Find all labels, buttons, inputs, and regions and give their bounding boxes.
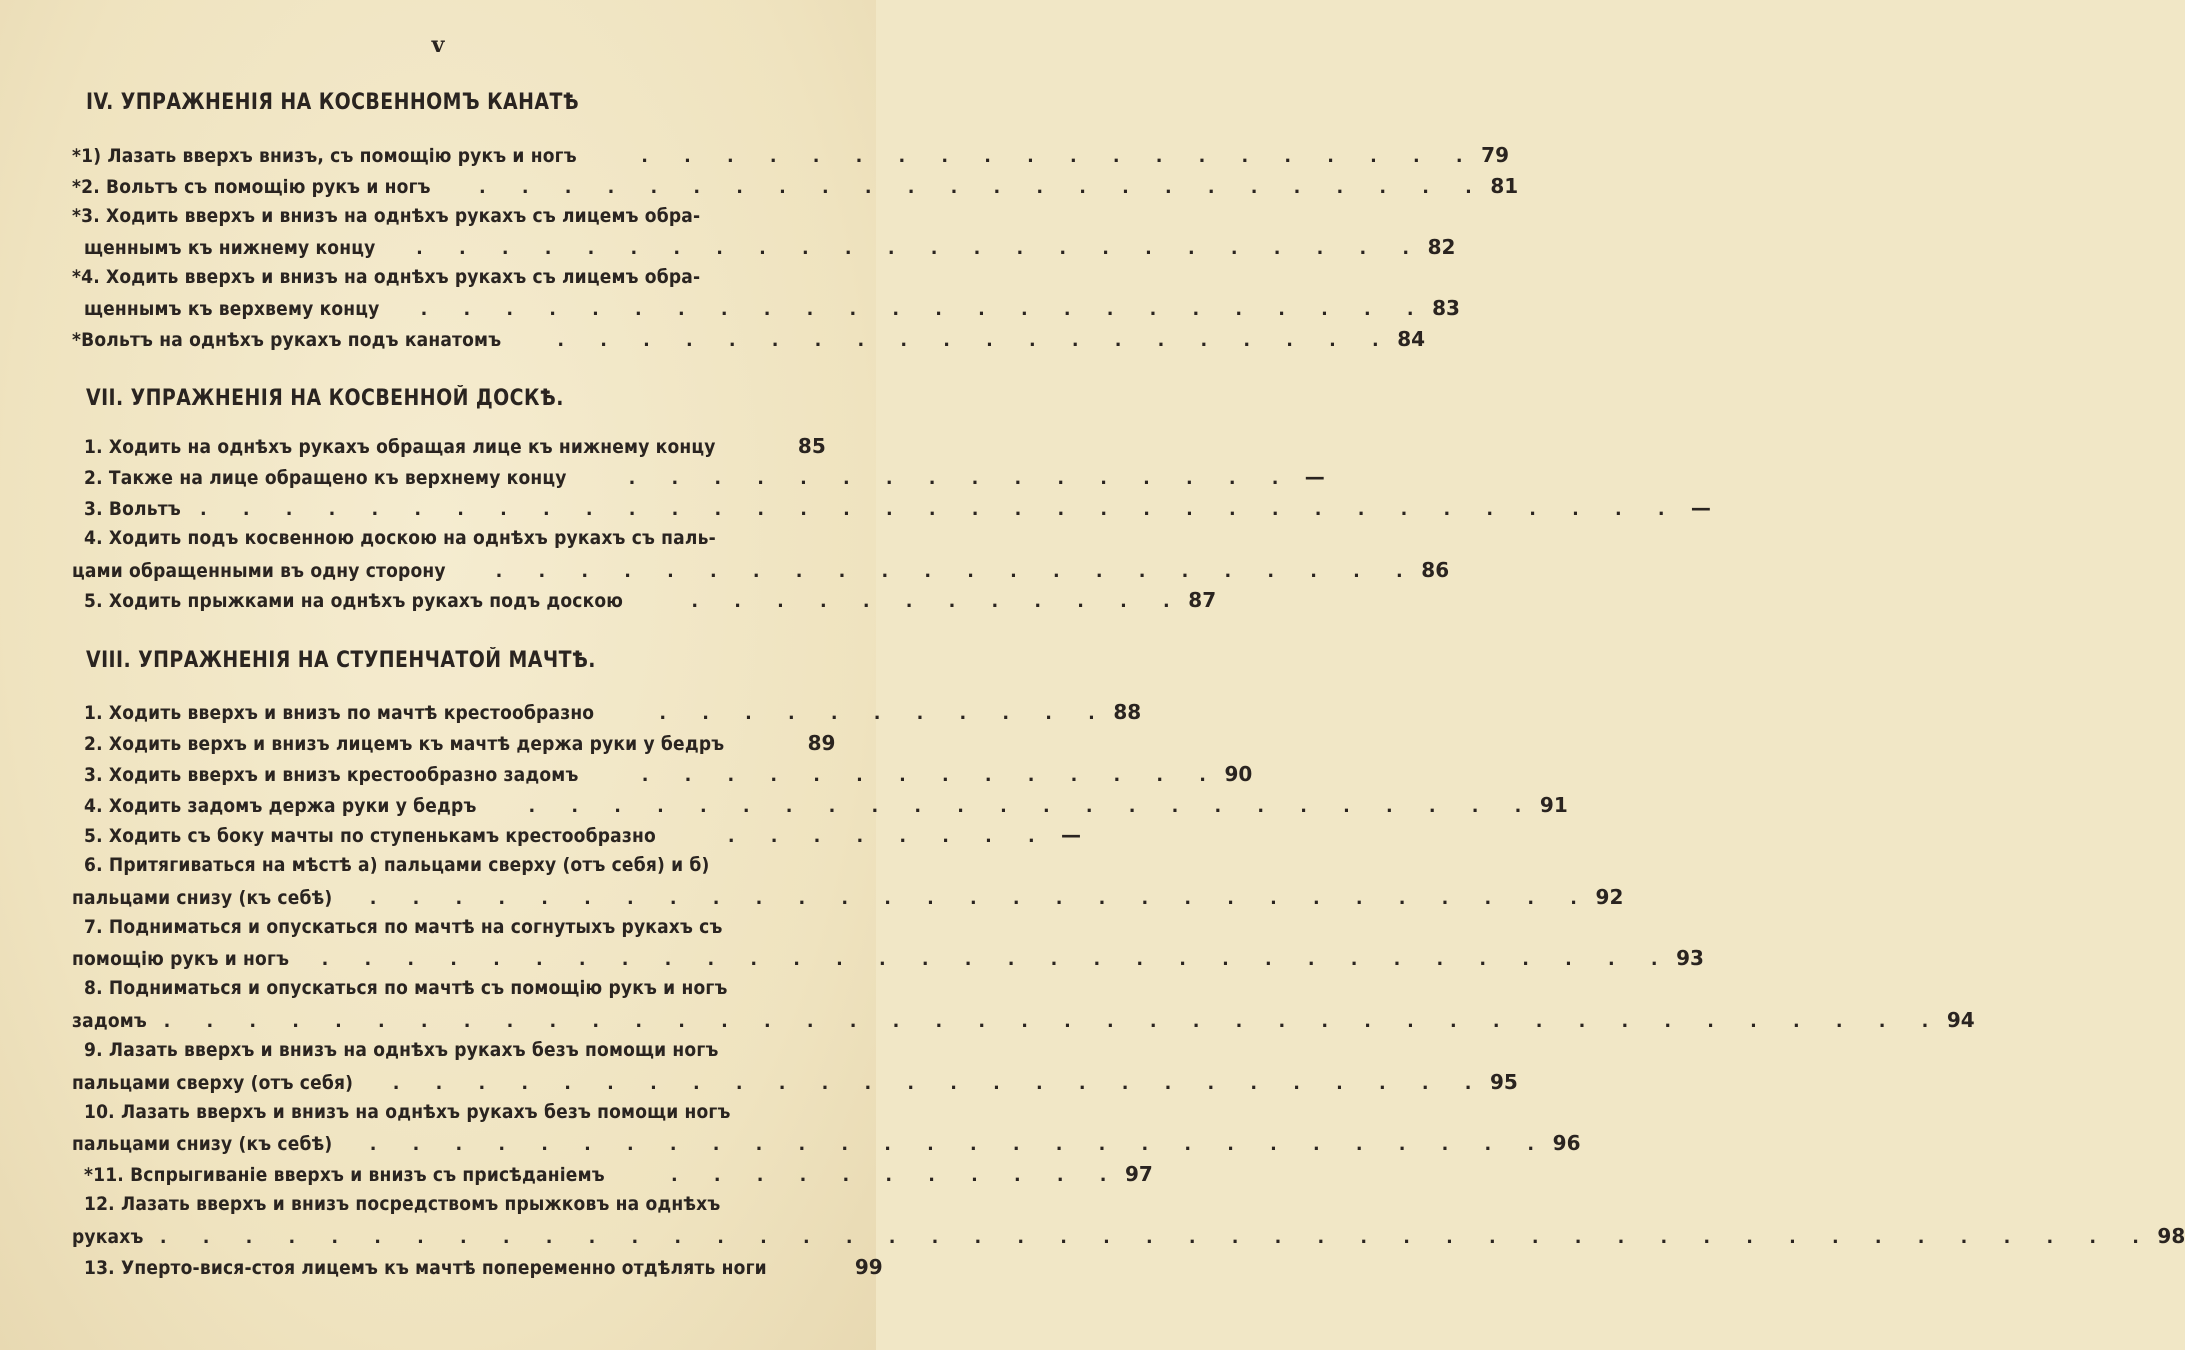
toc-entry-text: 3. Ходить вверхъ и внизъ крестообразно задомъ: [84, 764, 579, 786]
leader-dots: . . . . . . . . . . .: [656, 702, 1108, 724]
toc-entry-page: 94: [1946, 1008, 1975, 1032]
toc-entry-page: 82: [1427, 235, 1456, 259]
leader-dots: . . . . . . . . . . . . . . . . . . . . . . . . . . . . .: [367, 887, 1590, 909]
section-heading-iv: IV. УПРАЖНЕНІЯ НА КОСВЕННОМЪ КАНАТѢ: [86, 90, 580, 115]
leader-dots: . . . . . . . . . . .: [668, 1164, 1119, 1186]
toc-entry: [84, 434, 826, 464]
toc-entry-text: 5. Ходить съ боку мачты по ступенькамъ крестообразно: [84, 825, 656, 847]
toc-entry: [72, 205, 772, 235]
toc-entry: [72, 946, 1704, 976]
toc-entry: [84, 762, 1253, 792]
toc-entry-text: 12. Лазать вверхъ и внизъ посредствомъ прыжковъ на однѣхъ: [84, 1193, 721, 1215]
toc-entry-page: 84: [1397, 327, 1426, 351]
toc-entry-text: 7. Подниматься и опускаться по мачтѣ на согнутыхъ рукахъ съ: [84, 916, 723, 938]
toc-entry: [72, 1131, 1581, 1161]
toc-entry-text: 1. Ходить вверхъ и внизъ по мачтѣ крестообразно: [84, 702, 595, 724]
toc-entry-text: *Вольтъ на однѣхъ рукахъ подъ канатомъ: [72, 329, 502, 351]
toc-entry: [84, 1101, 784, 1131]
toc-entry: [84, 731, 836, 761]
toc-entry-text: 2. Ходить верхъ и внизъ лицемъ къ мачтѣ держа руки у бедръ: [84, 733, 725, 755]
toc-entry-page: 81: [1490, 174, 1519, 198]
toc-entry: [84, 1255, 883, 1285]
toc-entry-page: —: [1690, 496, 1711, 520]
leader-dots: . . . . . . . . . . . . . . . . . . . . . . . . . . . . . . . .: [319, 948, 1670, 970]
toc-entry: [84, 700, 1142, 730]
toc-entry-text: *4. Ходить вверхъ и внизъ на однѣхъ рукахъ съ лицемъ обра-: [72, 266, 701, 288]
leader-dots: . . . . . . . . . . . . . . . . . . . . . . . . . . . . . . . . . . . . . . . . . .: [161, 1010, 1941, 1032]
toc-entry-page: 86: [1421, 558, 1450, 582]
toc-entry-page: 89: [807, 731, 836, 755]
toc-entry: [84, 465, 1325, 495]
leader-dots: . . . . . . . . . . . . . . . . . . . . . . . .: [418, 298, 1426, 320]
toc-entry-page: 93: [1676, 946, 1704, 970]
toc-entry-text: *11. Вспрыгиваніе вверхъ и внизъ съ присѣданіемъ: [84, 1164, 605, 1186]
toc-entry-text: 9. Лазать вверхъ и внизъ на однѣхъ рукахъ безъ помощи ногъ: [84, 1039, 719, 1061]
toc-entry: [84, 854, 784, 884]
toc-entry: [84, 296, 1460, 326]
leader-dots: . . . . . . . . . . . . . . . . . . . . . . . .: [526, 795, 1534, 817]
page-folio: v: [431, 32, 445, 58]
toc-entry-page: 91: [1539, 793, 1568, 817]
toc-entry-page: 99: [854, 1255, 883, 1279]
toc-entry: [84, 496, 1711, 526]
toc-entry-text: пальцами снизу (къ себѣ): [72, 1133, 333, 1155]
toc-entry: [84, 588, 1217, 618]
leader-dots: . . . . . . . . . . . . . . . . . . . .: [554, 329, 1392, 351]
toc-entry-page: 79: [1481, 143, 1509, 167]
toc-entry-text: 10. Лазать вверхъ и внизъ на однѣхъ рукахъ безъ помощи ногъ: [84, 1101, 731, 1123]
toc-entry: [84, 823, 1082, 853]
toc-entry-text: 5. Ходить прыжками на однѣхъ рукахъ подъ доскою: [84, 590, 624, 612]
toc-entry-text: цами обращенными въ одну сторону: [72, 560, 446, 582]
toc-entry-page: 95: [1489, 1070, 1518, 1094]
leader-dots: . . . . . . . . . . . .: [689, 590, 1183, 612]
toc-entry-text: *1) Лазать вверхъ внизъ, съ помощію рукъ и ногъ: [72, 145, 577, 167]
toc-entry: [84, 1039, 784, 1069]
toc-entry-text: 6. Притягиваться на мѣстѣ а) пальцами сверху (отъ себя) и б): [84, 854, 710, 876]
toc-entry: [72, 266, 772, 296]
toc-entry-text: 2. Также на лице обращено къ верхнему концу: [84, 467, 567, 489]
toc-entry: [84, 977, 784, 1007]
toc-entry-page: 92: [1595, 885, 1624, 909]
toc-entry-text: помощію рукъ и ногъ: [72, 948, 290, 970]
toc-entry-page: 87: [1188, 588, 1217, 612]
toc-entry-page: 85: [797, 434, 826, 458]
section-heading-vii: VII. УПРАЖНЕНІЯ НА КОСВЕННОЙ ДОСКѢ.: [86, 386, 564, 411]
toc-entry-text: пальцами сверху (отъ себя): [72, 1072, 354, 1094]
leader-dots: . . . . . . . . . . . . . . . . . . . . . . . . . . . . . . . . . . . . . . . . . . . . . . .: [157, 1226, 2152, 1248]
toc-entry-page: 98: [2157, 1224, 2185, 1248]
toc-entry-text: *2. Вольтъ съ помощію рукъ и ногъ: [72, 176, 431, 198]
toc-entry: [72, 558, 1450, 588]
toc-entry: [72, 885, 1624, 915]
toc-entry: [84, 916, 784, 946]
toc-entry: [72, 327, 1426, 357]
toc-entry-text: пальцами снизу (къ себѣ): [72, 887, 333, 909]
leader-dots: . . . . . . . . . . . . . . . . . . . . . . . . . . . .: [367, 1133, 1547, 1155]
toc-entry: [84, 527, 784, 557]
leader-dots: . . . . . . . . . . . . . . . .: [626, 467, 1291, 489]
leader-dots: . . . . . . . . . . . . . . . . . . . . . .: [493, 560, 1416, 582]
leader-dots: . . . . . . . . . . . . . . . . . . . .: [638, 145, 1475, 167]
toc-entry: [84, 793, 1568, 823]
toc-entry: [72, 1224, 2185, 1254]
toc-entry-text: 1. Ходить на однѣхъ рукахъ обращая лице къ нижнему концу: [84, 436, 716, 458]
toc-entry-page: 88: [1113, 700, 1142, 724]
toc-entry-text: задомъ: [72, 1010, 147, 1032]
toc-entry: [72, 174, 1519, 204]
toc-entry-text: 8. Подниматься и опускаться по мачтѣ съ помощію рукъ и ногъ: [84, 977, 728, 999]
toc-entry: [72, 1008, 1975, 1038]
toc-entry: [84, 1162, 1153, 1192]
section-heading-viii: VIII. УПРАЖНЕНІЯ НА СТУПЕНЧАТОЙ МАЧТѢ.: [86, 648, 596, 673]
toc-entry: [84, 1193, 784, 1223]
leader-dots: . . . . . . . . . . . . . .: [639, 764, 1219, 786]
toc-entry-text: щеннымъ къ верхвему концу: [84, 298, 380, 320]
toc-entry-text: рукахъ: [72, 1226, 144, 1248]
toc-entry-page: —: [1061, 823, 1082, 847]
toc-entry: [84, 235, 1456, 265]
toc-entry: [72, 1070, 1518, 1100]
toc-entry-page: —: [1304, 465, 1325, 489]
leader-dots: . . . . . . . . . . . . . . . . . . . . . . . .: [476, 176, 1485, 198]
toc-entry-text: 13. Уперто-вися-стоя лицемъ къ мачтѣ попеременно отдѣлять ноги: [84, 1257, 767, 1279]
leader-dots: . . . . . . . . . . . . . . . . . . . . . . . . . . . . . . . . . . .: [197, 498, 1677, 520]
toc-entry-text: щеннымъ къ нижнему концу: [84, 237, 376, 259]
toc-entry-page: 97: [1125, 1162, 1153, 1186]
toc-entry-text: *3. Ходить вверхъ и внизъ на однѣхъ рукахъ съ лицемъ обра-: [72, 205, 701, 227]
toc-entry-page: 83: [1432, 296, 1460, 320]
leader-dots: . . . . . . . .: [725, 825, 1048, 847]
toc-entry-text: 4. Ходить подъ косвенною доскою на однѣхъ рукахъ съ паль-: [84, 527, 716, 549]
toc-entry-page: 96: [1552, 1131, 1581, 1155]
toc-entry-page: 90: [1224, 762, 1253, 786]
leader-dots: . . . . . . . . . . . . . . . . . . . . . . . . . .: [390, 1072, 1484, 1094]
toc-entry-text: 3. Вольтъ: [84, 498, 181, 520]
toc-entry-text: 4. Ходить задомъ держа руки у бедръ: [84, 795, 477, 817]
toc-entry: [72, 143, 1509, 173]
leader-dots: . . . . . . . . . . . . . . . . . . . . . . . .: [413, 237, 1422, 259]
